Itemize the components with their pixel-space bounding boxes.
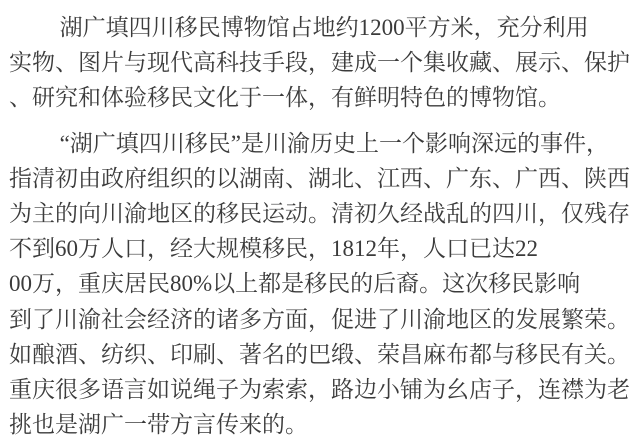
text-line: 00万，重庆居民80%以上都是移民的后裔。这次移民影响 (9, 271, 581, 297)
text-line: 挑也是湖广一带方言传来的。 (9, 412, 308, 438)
text-line: 到了川渝社会经济的诸多方面，促进了川渝地区的发展繁荣。 (9, 306, 630, 332)
text-line: 湖广填四川移民博物馆占地约1200平方米，充分利用 (59, 15, 589, 40)
paragraph-migration-history (9, 126, 636, 443)
text-line: 、研究和体验移民文化于一体，有鲜明特色的博物馆。 (9, 85, 561, 111)
paragraph-museum-intro (9, 10, 636, 116)
text-line: 为主的向川渝地区的移民运动。清初久经战乱的四川，仅残存 (9, 201, 630, 227)
text-line: 如酿酒、纺织、印刷、著名的巴缎、荣昌麻布都与移民有关。 (9, 341, 630, 367)
text-line: “湖广填四川移民”是川渝历史上一个影响深远的事件， (59, 130, 610, 156)
text-line: 实物、图片与现代高科技手段，建成一个集收藏、展示、保护 (9, 50, 630, 76)
text-line: 指清初由政府组织的以湖南、湖北、江西、广东、广西、陕西 (9, 165, 630, 191)
text-line: 不到60万人口，经大规模移民，1812年，人口已达22 (9, 236, 538, 262)
text-line: 重庆很多语言如说绳子为索索，路边小铺为幺店子，连襟为老 (9, 377, 630, 403)
